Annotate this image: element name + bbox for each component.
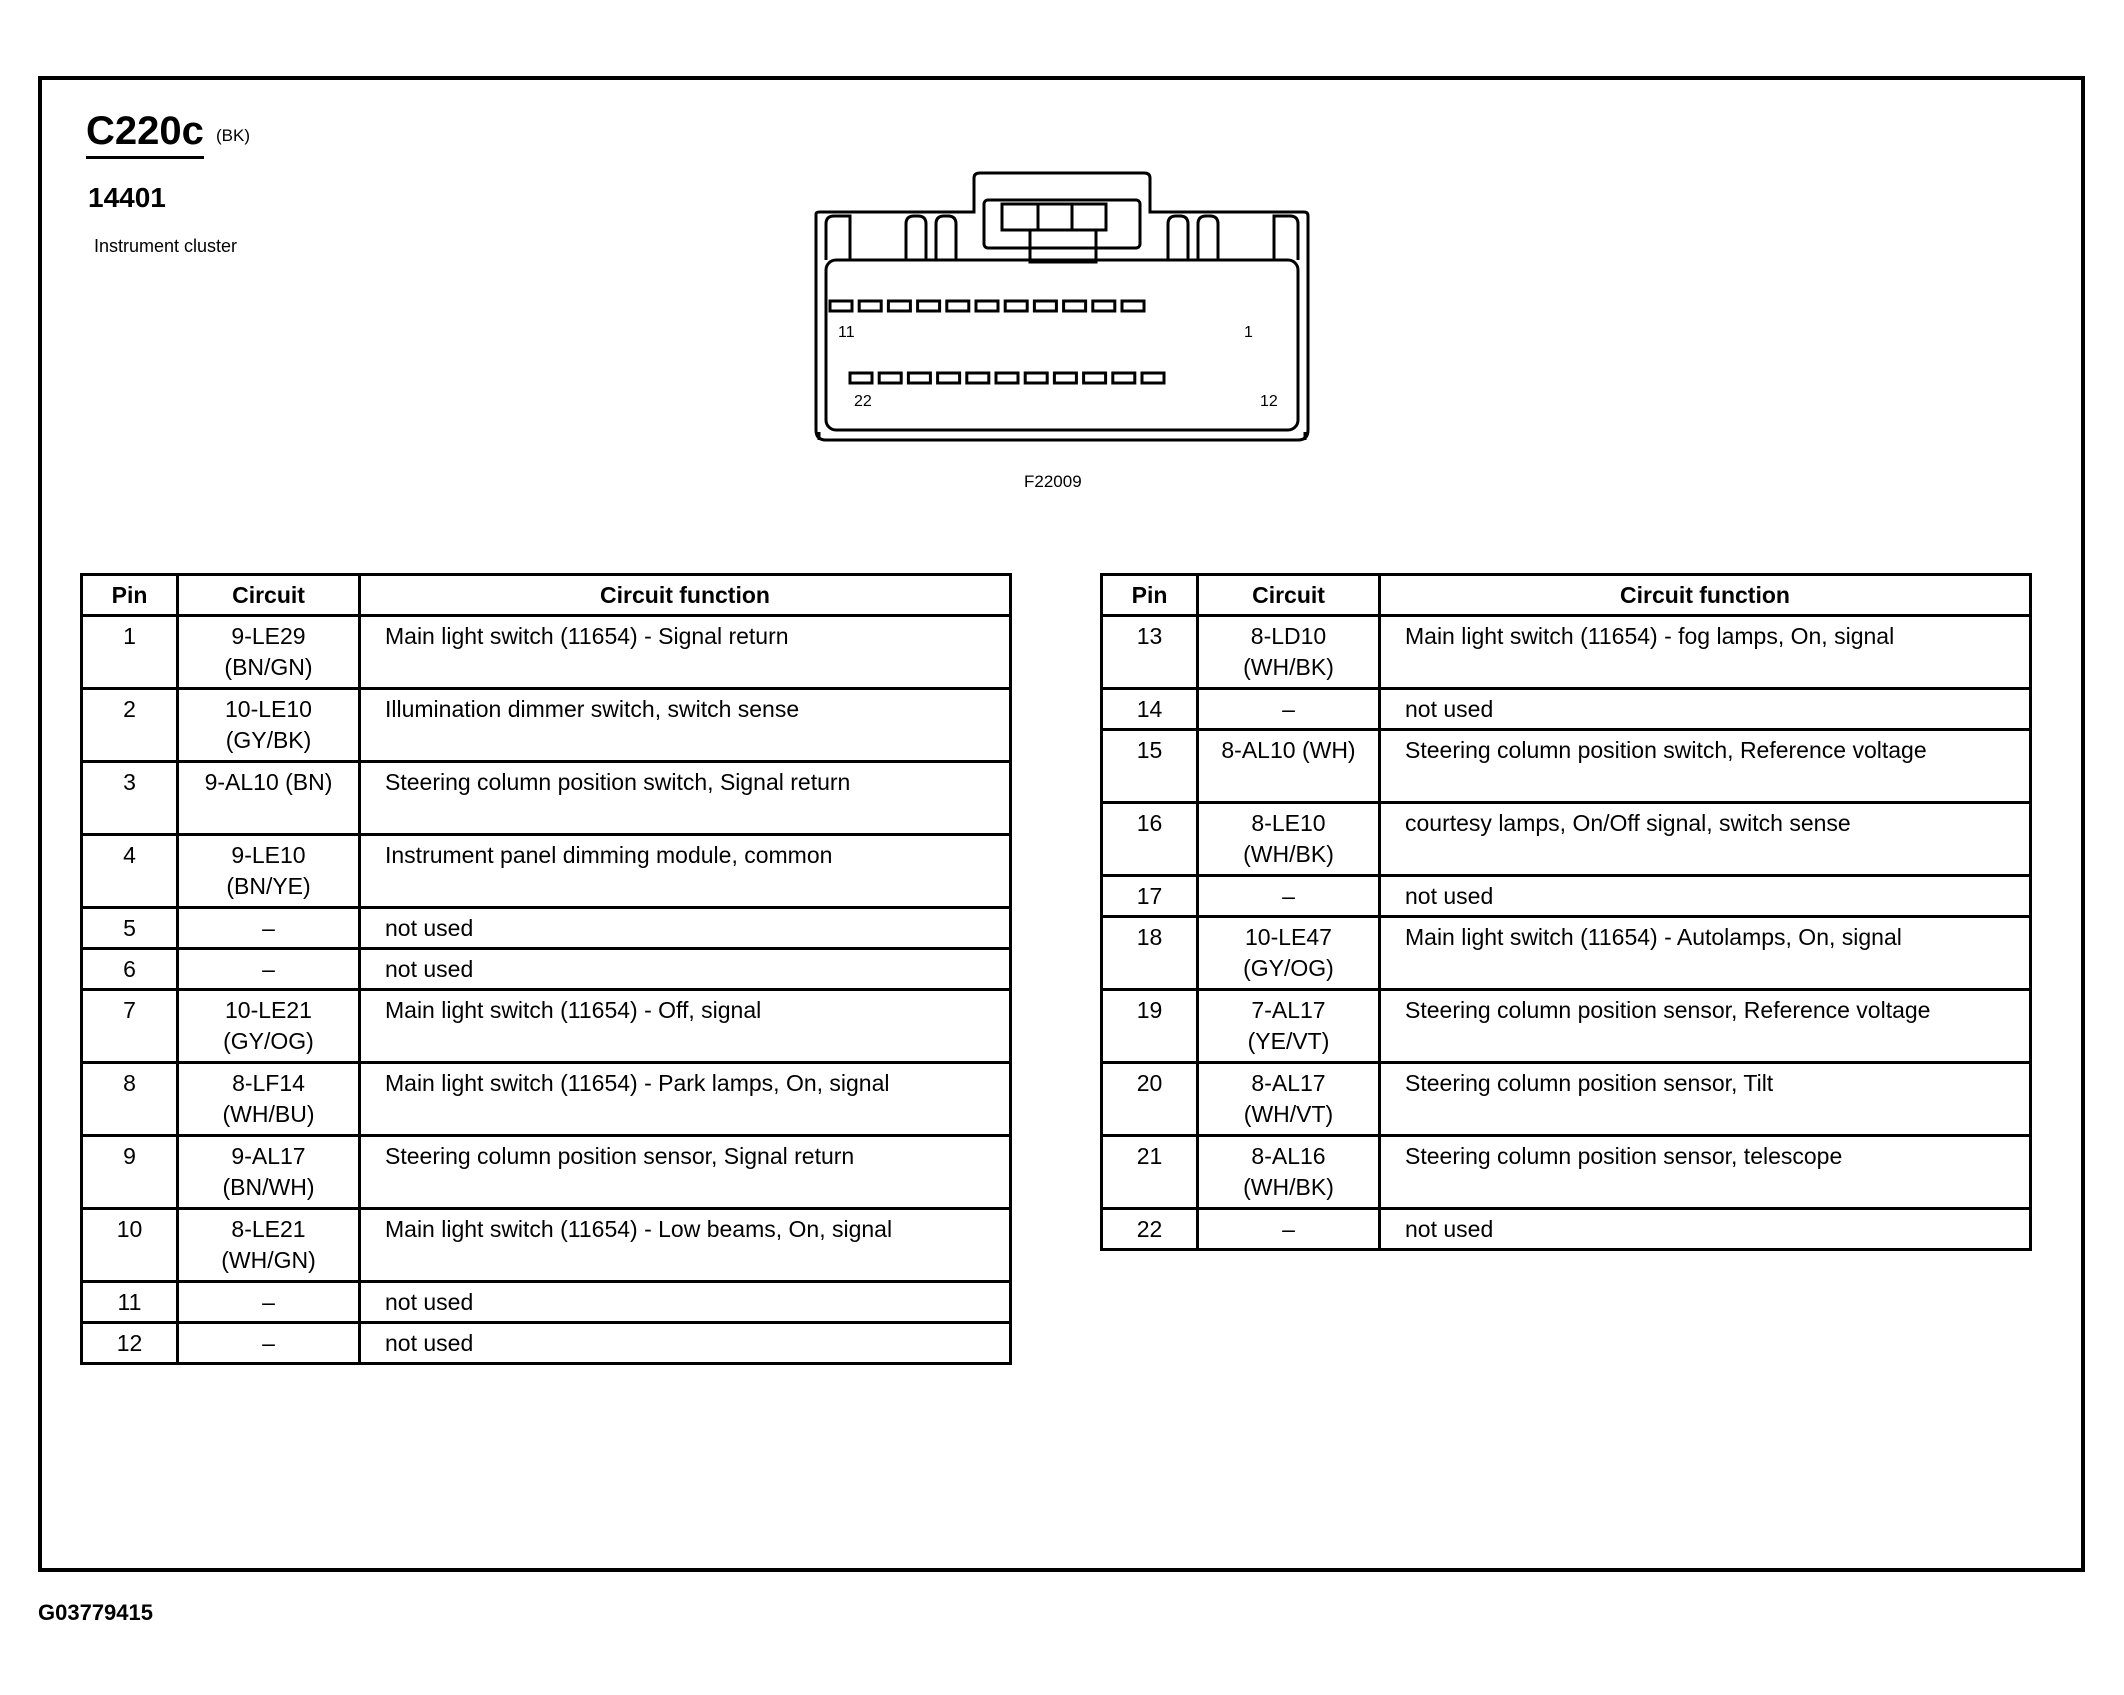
- pin-cell: 22: [1102, 1209, 1198, 1250]
- pin-cavity: [976, 301, 998, 311]
- pin-cell: 8: [82, 1063, 178, 1136]
- table-row: [82, 949, 1011, 990]
- function-cell: Main light switch (11654) - Autolamps, On, signal: [1380, 917, 2031, 990]
- pin-cell: 6: [82, 949, 178, 990]
- pin-cavity: [1054, 373, 1076, 383]
- pin-cell: 7: [82, 990, 178, 1063]
- function-cell: Main light switch (11654) - Signal return: [360, 616, 1011, 689]
- pin-cell: 13: [1102, 616, 1198, 689]
- circuit-cell: 7-AL17 (YE/VT): [1198, 990, 1380, 1063]
- pin-cell: 1: [82, 616, 178, 689]
- pin-cell: 10: [82, 1209, 178, 1282]
- table-row: [82, 835, 1011, 908]
- pin-cavity: [850, 373, 872, 383]
- row2-left-label: 22: [854, 393, 872, 410]
- pin-cavity: [859, 301, 881, 311]
- pin-cell: 14: [1102, 689, 1198, 730]
- pin-cavity: [1142, 373, 1164, 383]
- connector-face-diagram: [808, 170, 1316, 446]
- circuit-cell: 9-AL17 (BN/WH): [178, 1136, 360, 1209]
- pin-cavity: [1025, 373, 1047, 383]
- table-row: [1102, 1063, 2031, 1136]
- circuit-cell: 10-LE47 (GY/OG): [1198, 917, 1380, 990]
- pin-cavity: [1122, 301, 1144, 311]
- table-row: [82, 616, 1011, 689]
- table-row: [82, 908, 1011, 949]
- header-circuit: Circuit: [1198, 575, 1380, 616]
- function-cell: not used: [360, 1282, 1011, 1323]
- figure-id: F22009: [1024, 472, 1082, 491]
- function-cell: Main light switch (11654) - Park lamps, On, signal: [360, 1063, 1011, 1136]
- pin-cavity: [967, 373, 989, 383]
- row1-left-label: 11: [838, 324, 855, 341]
- pin-cell: 9: [82, 1136, 178, 1209]
- function-cell: not used: [360, 908, 1011, 949]
- table-row: [82, 1209, 1011, 1282]
- table-row: [82, 1136, 1011, 1209]
- header-circuit-function: Circuit function: [1380, 575, 2031, 616]
- circuit-cell: 8-AL17 (WH/VT): [1198, 1063, 1380, 1136]
- function-cell: Main light switch (11654) - Low beams, On, signal: [360, 1209, 1011, 1282]
- pin-cell: 15: [1102, 730, 1198, 803]
- pin-cavity: [918, 301, 940, 311]
- pinout-table-left: [80, 573, 1012, 1365]
- row2-right-label: 12: [1260, 393, 1278, 410]
- pin-cavity: [1093, 301, 1115, 311]
- pin-cell: 19: [1102, 990, 1198, 1063]
- circuit-cell: 8-LF14 (WH/BU): [178, 1063, 360, 1136]
- component-name: Instrument cluster: [94, 236, 238, 256]
- function-cell: Steering column position sensor, Signal return: [360, 1136, 1011, 1209]
- circuit-cell: –: [1198, 689, 1380, 730]
- header-circuit: Circuit: [178, 575, 360, 616]
- function-cell: Main light switch (11654) - fog lamps, On, signal: [1380, 616, 2031, 689]
- circuit-cell: 8-AL10 (WH): [1198, 730, 1380, 803]
- table-row: [1102, 990, 2031, 1063]
- circuit-cell: 10-LE21 (GY/OG): [178, 990, 360, 1063]
- table-row: [1102, 917, 2031, 990]
- row1-right-label: 1: [1244, 324, 1253, 341]
- table-row: [1102, 1136, 2031, 1209]
- pin-cavity: [996, 373, 1018, 383]
- table-row: [82, 762, 1011, 835]
- pin-cell: 17: [1102, 876, 1198, 917]
- header-pin: Pin: [82, 575, 178, 616]
- function-cell: Steering column position sensor, telescope: [1380, 1136, 2031, 1209]
- table-row: [82, 1323, 1011, 1364]
- pin-cell: 20: [1102, 1063, 1198, 1136]
- table-row: [1102, 616, 2031, 689]
- function-cell: not used: [1380, 1209, 2031, 1250]
- pin-cavity: [1113, 373, 1135, 383]
- function-cell: Steering column position sensor, Tilt: [1380, 1063, 2031, 1136]
- circuit-cell: 8-LD10 (WH/BK): [1198, 616, 1380, 689]
- pin-cell: 4: [82, 835, 178, 908]
- circuit-cell: –: [1198, 1209, 1380, 1250]
- circuit-cell: –: [178, 908, 360, 949]
- circuit-cell: –: [1198, 876, 1380, 917]
- pin-cavity: [1034, 301, 1056, 311]
- pin-cavity: [1064, 301, 1086, 311]
- function-cell: Steering column position sensor, Reference voltage: [1380, 990, 2031, 1063]
- circuit-cell: 8-LE10 (WH/BK): [1198, 803, 1380, 876]
- pin-cell: 3: [82, 762, 178, 835]
- pin-cavities: [830, 301, 1164, 383]
- header-circuit-function: Circuit function: [360, 575, 1011, 616]
- pin-cell: 16: [1102, 803, 1198, 876]
- function-cell: Illumination dimmer switch, switch sense: [360, 689, 1011, 762]
- pin-cell: 18: [1102, 917, 1198, 990]
- table-row: [1102, 876, 2031, 917]
- function-cell: courtesy lamps, On/Off signal, switch sense: [1380, 803, 2031, 876]
- pin-cell: 21: [1102, 1136, 1198, 1209]
- function-cell: not used: [360, 949, 1011, 990]
- function-cell: not used: [1380, 689, 2031, 730]
- function-cell: Steering column position switch, Signal return: [360, 762, 1011, 835]
- pin-cavity: [830, 301, 852, 311]
- function-cell: not used: [360, 1323, 1011, 1364]
- pin-cell: 12: [82, 1323, 178, 1364]
- table-row: [1102, 689, 2031, 730]
- header-pin: Pin: [1102, 575, 1198, 616]
- table-row: [1102, 1209, 2031, 1250]
- pin-cell: 2: [82, 689, 178, 762]
- pinout-table-right: [1100, 573, 2032, 1251]
- connector-color: (BK): [216, 126, 250, 145]
- circuit-cell: 8-AL16 (WH/BK): [1198, 1136, 1380, 1209]
- circuit-cell: 9-LE29 (BN/GN): [178, 616, 360, 689]
- pin-cavity: [908, 373, 930, 383]
- document-id: G03779415: [38, 1600, 153, 1625]
- part-number: 14401: [88, 182, 166, 213]
- function-cell: not used: [1380, 876, 2031, 917]
- circuit-cell: 10-LE10 (GY/BK): [178, 689, 360, 762]
- pin-cavity: [888, 301, 910, 311]
- pin-cavity: [938, 373, 960, 383]
- function-cell: Steering column position switch, Reference voltage: [1380, 730, 2031, 803]
- circuit-cell: –: [178, 949, 360, 990]
- circuit-cell: 9-LE10 (BN/YE): [178, 835, 360, 908]
- table-row: [1102, 803, 2031, 876]
- table-row: [82, 1063, 1011, 1136]
- table-row: [82, 990, 1011, 1063]
- function-cell: Instrument panel dimming module, common: [360, 835, 1011, 908]
- circuit-cell: 8-LE21 (WH/GN): [178, 1209, 360, 1282]
- circuit-cell: 9-AL10 (BN): [178, 762, 360, 835]
- pin-cavity: [1084, 373, 1106, 383]
- pin-cavity: [947, 301, 969, 311]
- table-row: [82, 689, 1011, 762]
- pin-cavity: [1005, 301, 1027, 311]
- table-row: [82, 1282, 1011, 1323]
- pin-cell: 5: [82, 908, 178, 949]
- connector-id: C220c: [86, 108, 204, 159]
- circuit-cell: –: [178, 1282, 360, 1323]
- pin-cell: 11: [82, 1282, 178, 1323]
- pin-cavity: [879, 373, 901, 383]
- function-cell: Main light switch (11654) - Off, signal: [360, 990, 1011, 1063]
- table-row: [1102, 730, 2031, 803]
- circuit-cell: –: [178, 1323, 360, 1364]
